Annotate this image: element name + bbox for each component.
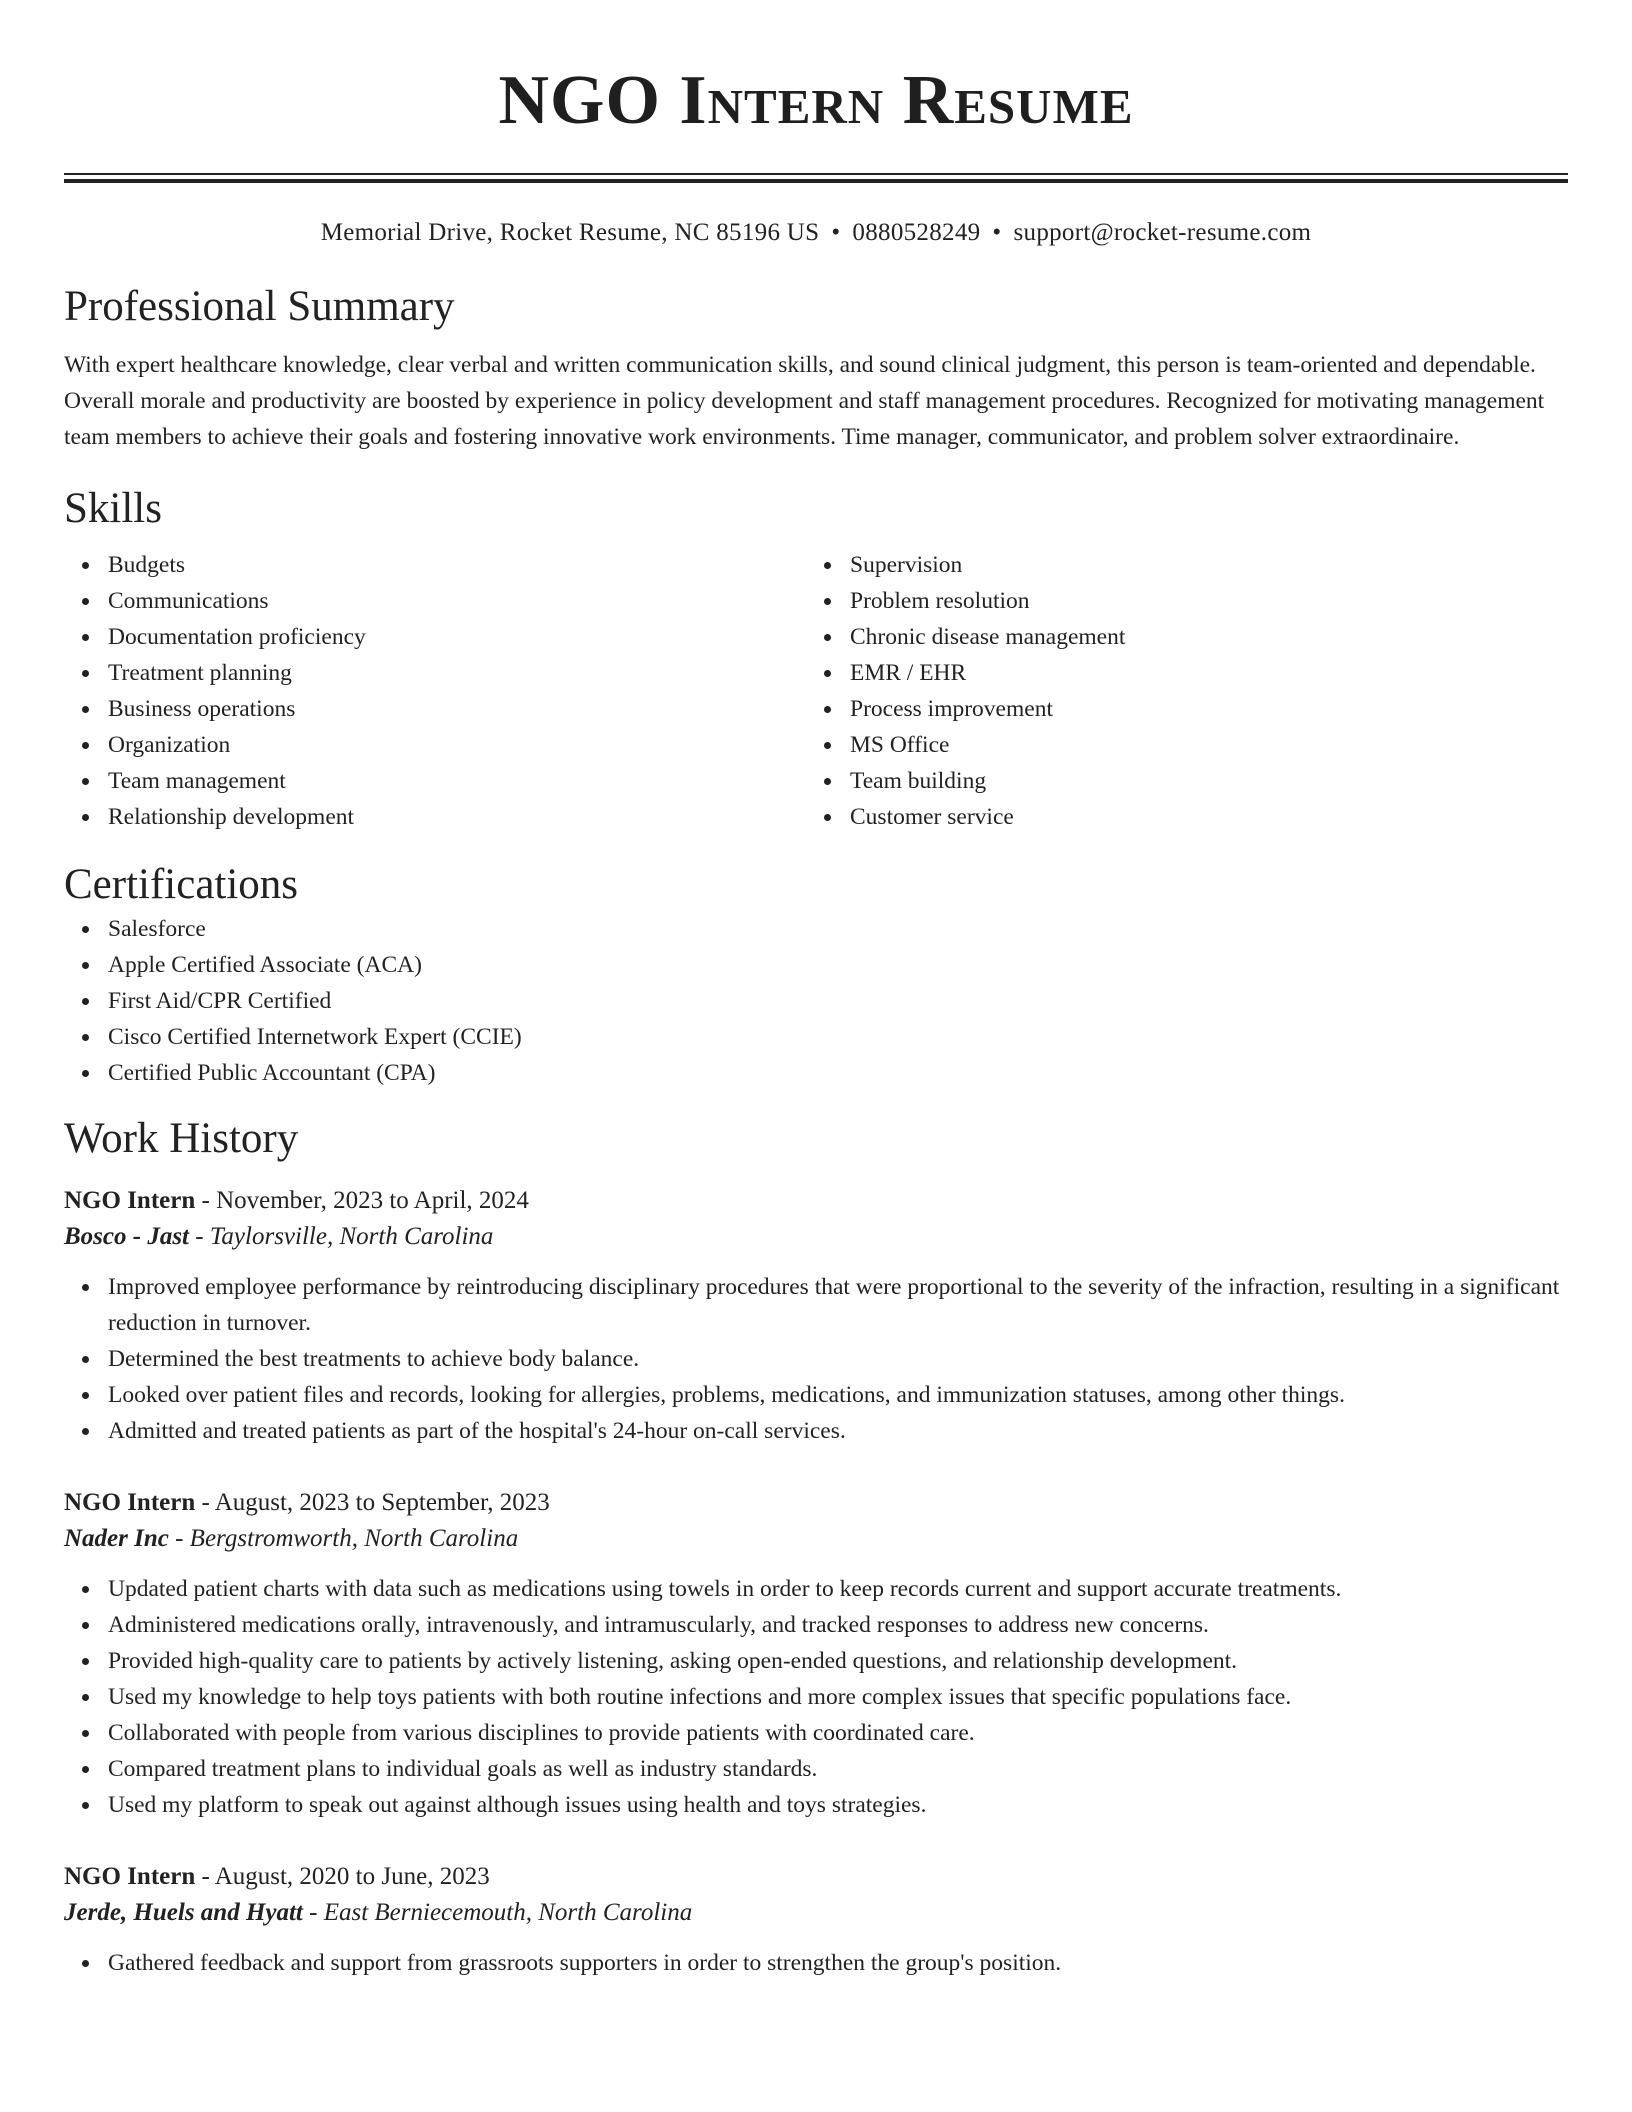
skill-item: Treatment planning bbox=[108, 655, 806, 691]
job-location: - Taylorsville, North Carolina bbox=[189, 1223, 494, 1250]
certification-item: First Aid/CPR Certified bbox=[108, 983, 1568, 1019]
job-employer-line bbox=[64, 1219, 1568, 1255]
job-employer-line bbox=[64, 1895, 1568, 1931]
job-duty: Administered medications orally, intravenously, and intramuscularly, and tracked responses to address new concerns. bbox=[108, 1607, 1568, 1643]
skill-item: Business operations bbox=[108, 691, 806, 727]
skills-right-column bbox=[806, 547, 1548, 835]
summary-heading: Professional Summary bbox=[64, 283, 455, 330]
skill-item: EMR / EHR bbox=[850, 655, 1548, 691]
job-duty: Improved employee performance by reintroducing disciplinary procedures that were proportional to the severity of the infraction, resulting in a significant reduction in turnover. bbox=[108, 1269, 1568, 1341]
skill-item: Communications bbox=[108, 583, 806, 619]
job-duty: Used my platform to speak out against although issues using health and toys strategies. bbox=[108, 1787, 1568, 1823]
contact-separator: • bbox=[992, 219, 1002, 246]
job-employer: Nader Inc bbox=[64, 1525, 169, 1552]
job-dates: - November, 2023 to April, 2024 bbox=[195, 1187, 529, 1214]
skills-left-column bbox=[64, 547, 806, 835]
resume-title: NGO Intern Resume bbox=[498, 62, 1134, 139]
job-duty: Collaborated with people from various disciplines to provide patients with coordinated care. bbox=[108, 1715, 1568, 1751]
job-employer: Jerde, Huels and Hyatt bbox=[64, 1899, 303, 1926]
work-history-heading: Work History bbox=[64, 1115, 299, 1162]
job-employer-line bbox=[64, 1521, 1568, 1557]
job-duty: Used my knowledge to help toys patients with both routine infections and more complex issues that specific populations face. bbox=[108, 1679, 1568, 1715]
job-title-line bbox=[64, 1183, 1568, 1219]
job-duty: Determined the best treatments to achieve body balance. bbox=[108, 1341, 1568, 1377]
contact-separator: • bbox=[831, 219, 841, 246]
contact-phone: 0880528249 bbox=[852, 219, 981, 246]
job-location: - East Berniecemouth, North Carolina bbox=[302, 1899, 693, 1926]
job-dates: - August, 2023 to September, 2023 bbox=[195, 1489, 550, 1516]
skill-item: Problem resolution bbox=[850, 583, 1548, 619]
job-title-line bbox=[64, 1859, 1568, 1895]
skill-item: Process improvement bbox=[850, 691, 1548, 727]
certification-item: Salesforce bbox=[108, 911, 1568, 947]
job-location: - Bergstromworth, North Carolina bbox=[168, 1525, 519, 1552]
job-entry bbox=[64, 1485, 1568, 1823]
summary-text: With expert healthcare knowledge, clear verbal and written communication skills, and sound clinical judgment, this person is team-oriented and dependable. Overall morale and productivity are boosted by experience in policy development and staff management procedures. Recognized for motivating management team members to achieve their goals and fostering innovative work environments. Time manager, communicator, and problem solver extraordinaire. bbox=[64, 352, 1545, 450]
job-dates: - August, 2020 to June, 2023 bbox=[195, 1863, 490, 1890]
job-duty: Compared treatment plans to individual goals as well as industry standards. bbox=[108, 1751, 1568, 1787]
job-title-line bbox=[64, 1485, 1568, 1521]
job-entry bbox=[64, 1859, 1568, 1981]
skill-item: Budgets bbox=[108, 547, 806, 583]
contact-address: Memorial Drive, Rocket Resume, NC 85196 US bbox=[320, 219, 820, 246]
skills-heading: Skills bbox=[64, 485, 162, 532]
job-duty: Looked over patient files and records, looking for allergies, problems, medications, and immunization statuses, among other things. bbox=[108, 1377, 1568, 1413]
job-duties-list bbox=[64, 1571, 1568, 1823]
skill-item: Organization bbox=[108, 727, 806, 763]
job-title: NGO Intern bbox=[64, 1489, 196, 1516]
skill-item: Documentation proficiency bbox=[108, 619, 806, 655]
skill-item: Customer service bbox=[850, 799, 1548, 835]
resume-page bbox=[64, 0, 1568, 1981]
skill-item: MS Office bbox=[850, 727, 1548, 763]
certification-item: Apple Certified Associate (ACA) bbox=[108, 947, 1568, 983]
certifications-heading: Certifications bbox=[64, 861, 299, 908]
job-duty: Updated patient charts with data such as medications using towels in order to keep records current and support accurate treatments. bbox=[108, 1571, 1568, 1607]
job-title: NGO Intern bbox=[64, 1863, 196, 1890]
job-employer: Bosco - Jast bbox=[64, 1223, 189, 1250]
skill-item: Team management bbox=[108, 763, 806, 799]
certifications-list bbox=[64, 911, 1568, 1091]
skill-item: Relationship development bbox=[108, 799, 806, 835]
skill-item: Chronic disease management bbox=[850, 619, 1548, 655]
certification-item: Cisco Certified Internetwork Expert (CCIE) bbox=[108, 1019, 1568, 1055]
title-double-rule bbox=[64, 173, 1568, 183]
job-duty: Gathered feedback and support from grassroots supporters in order to strengthen the group's position. bbox=[108, 1945, 1568, 1981]
job-duties-list bbox=[64, 1945, 1568, 1981]
job-entry bbox=[64, 1183, 1568, 1449]
job-duty: Admitted and treated patients as part of the hospital's 24-hour on-call services. bbox=[108, 1413, 1568, 1449]
skill-item: Supervision bbox=[850, 547, 1548, 583]
skills-grid bbox=[64, 547, 1568, 835]
job-duty: Provided high-quality care to patients by actively listening, asking open-ended questions, and relationship development. bbox=[108, 1643, 1568, 1679]
job-title: NGO Intern bbox=[64, 1187, 196, 1214]
contact-line bbox=[64, 217, 1568, 249]
contact-email: support@rocket-resume.com bbox=[1013, 219, 1312, 246]
skill-item: Team building bbox=[850, 763, 1548, 799]
certification-item: Certified Public Accountant (CPA) bbox=[108, 1055, 1568, 1091]
job-duties-list bbox=[64, 1269, 1568, 1449]
